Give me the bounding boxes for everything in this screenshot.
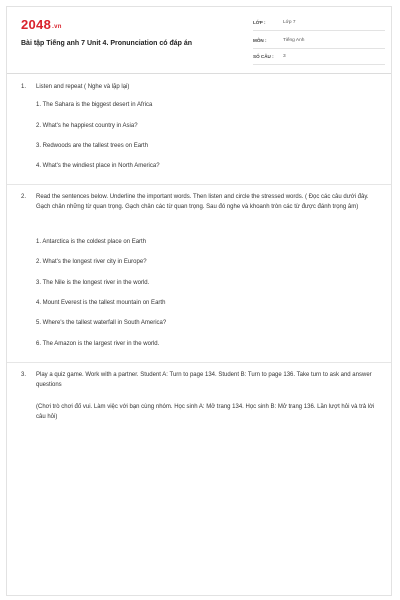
meta-label: MÔN : [253,38,267,43]
list-item: 6. The Amazon is the largest river in the world. [36,341,160,347]
list-item: 2. What's he happiest country in Asia? [36,123,138,129]
worksheet-page [6,6,392,596]
meta-value: 3 [283,54,286,59]
list-item: 4. What's the windiest place in North America? [36,163,160,169]
list-item: 2. What's the longest river city in Europe? [36,259,147,265]
meta-label: SỐ CÂU : [253,54,274,59]
section-divider [7,362,391,363]
question-note-text: (Chơi trò chơi đố vui. Làm việc với bạn cùng nhóm. Học sinh A: Mở trang 134. Học sinh B: Mở trang 136. Lần lượt hỏi và trả lời câu hỏi) [36,404,375,420]
meta-value: Lớp 7 [283,20,296,25]
question-prompt: Listen and repeat ( Nghe và lặp lại) [36,84,130,90]
logo-main: 2048 [21,17,52,32]
worksheet-header [7,7,391,74]
list-item: 1. The Sahara is the biggest desert in Africa [36,102,153,108]
meta-subject-row [253,33,385,49]
question-number: 2. [21,194,27,200]
list-item: 5. Where's the tallest waterfall in South America? [36,320,167,326]
site-logo[interactable] [21,17,62,32]
question-prompt: Play a quiz game. Work with a partner. Student A: Turn to page 134. Student B: Turn to page 136. Take turn to ask and answer questions [36,372,372,388]
question-note [36,403,382,422]
meta-value: Tiếng Anh [283,38,305,43]
list-item: 4. Mount Everest is the tallest mountain on Earth [36,300,166,306]
meta-class-row [253,15,385,31]
logo-suffix: .vn [52,24,62,30]
question-number: 3. [21,372,27,378]
list-item: 3. Redwoods are the tallest trees on Earth [36,143,149,149]
section-divider [7,184,391,185]
list-item: 1. Antarctica is the coldest place on Earth [36,239,147,245]
document-title: Bài tập Tiếng anh 7 Unit 4. Pronunciation có đáp án [21,40,193,47]
meta-label: LỚP : [253,20,266,25]
list-item: 3. The Nile is the longest river in the world. [36,280,150,286]
question-number: 1. [21,84,27,90]
meta-count-row [253,49,385,65]
question-prompt: Read the sentences below. Underline the important words. Then listen and circle the stressed words. ( Đọc các câu dưới đây. Gạch chân những từ quan trọng. Gạch chân các từ quan trọng. Sau đó nghe và khoanh tròn các từ được đánh trọng âm) [36,194,369,210]
